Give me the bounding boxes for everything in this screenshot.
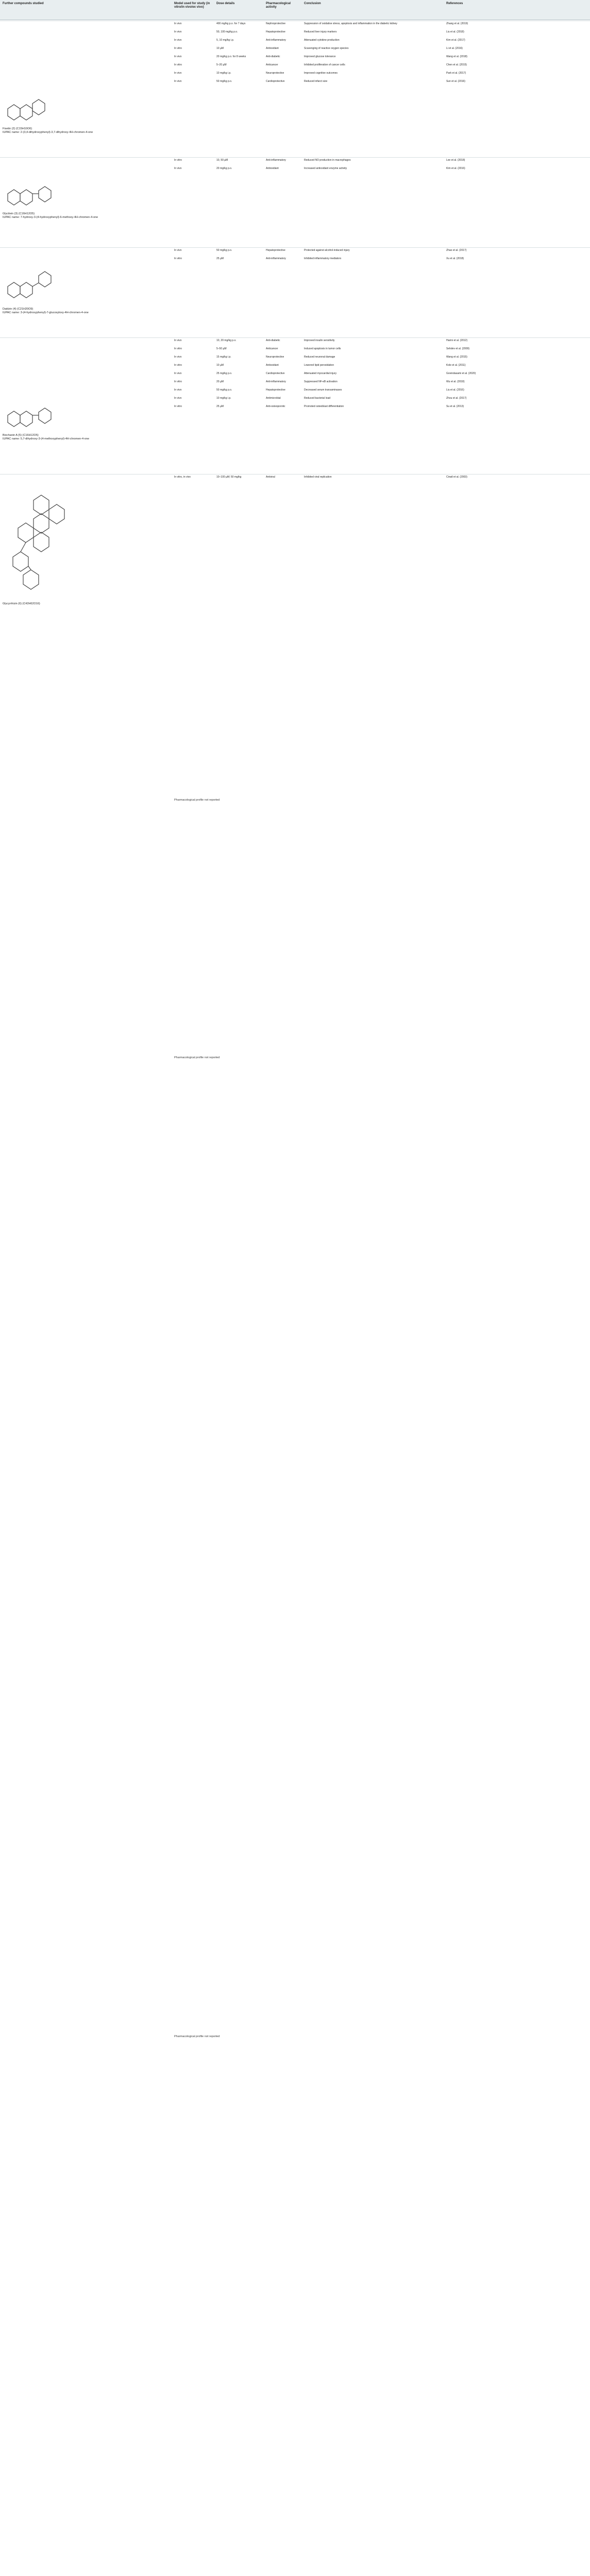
cell-reference: Sun et al. (2016)	[446, 80, 465, 83]
table-row	[0, 346, 590, 352]
cell-activity: Nephroprotective	[266, 22, 286, 25]
cell-conclusion: Inhibited inflammatory mediators	[304, 257, 342, 260]
section-note: Pharmacological profile not reported	[174, 1056, 220, 1059]
cell-conclusion: Reduced neuronal damage	[304, 355, 335, 359]
header-conclusion: Conclusion	[304, 2, 321, 5]
header-model: Model used for study (in vitro/in vivo/ex vivo)	[174, 2, 210, 9]
cell-reference: Kole et al. (2011)	[446, 364, 466, 367]
cell-conclusion: Decreased serum transaminases	[304, 388, 342, 392]
section-note: Pharmacological profile not reported	[174, 799, 220, 802]
cell-model: In vivo	[174, 22, 182, 25]
cell-conclusion: Improved cognitive outcomes	[304, 72, 338, 75]
cell-reference: Zhang et al. (2019)	[446, 22, 468, 25]
cell-model: In vivo	[174, 55, 182, 58]
cell-reference: Cinatl et al. (2003)	[446, 476, 467, 479]
molecule-structure-icon	[3, 93, 49, 124]
cell-conclusion: Lowered lipid peroxidation	[304, 364, 334, 367]
compound-name: Daidzin (4) (C21H20O9)	[3, 308, 33, 311]
cell-conclusion: Attenuated cytokine production	[304, 39, 340, 42]
cell-dose: 50 mg/kg p.o.	[216, 388, 232, 392]
cell-dose: 50, 100 mg/kg p.o.	[216, 30, 238, 33]
compound-iupac: IUPAC name: 7-hydroxy-3-(4-hydroxyphenyl)-6-methoxy-4H-chromen-4-one	[3, 216, 98, 219]
cell-reference: Xu et al. (2018)	[446, 257, 464, 260]
cell-activity: Antioxidant	[266, 364, 279, 367]
cell-dose: 10 mg/kg i.p.	[216, 397, 231, 400]
cell-activity: Antiviral	[266, 476, 275, 479]
cell-dose: 20 mg/kg p.o. for 8 weeks	[216, 55, 246, 58]
cell-model: In vitro	[174, 47, 182, 50]
cell-conclusion: Scavenging of reactive oxygen species	[304, 47, 349, 50]
cell-dose: 5–50 µM	[216, 347, 227, 350]
cell-conclusion: Attenuated myocardial injury	[304, 372, 337, 375]
cell-conclusion: Suppressed NF-κB activation	[304, 380, 338, 383]
header-dose: Dose details	[216, 2, 235, 5]
cell-model: In vivo	[174, 72, 182, 75]
cell-reference: Liu et al. (2018)	[446, 30, 464, 33]
cell-dose: 50 mg/kg p.o.	[216, 249, 232, 252]
cell-reference: Zhou et al. (2017)	[446, 397, 467, 400]
compound-entry	[0, 337, 590, 472]
table-row	[0, 158, 590, 164]
cell-reference: Harini et al. (2012)	[446, 339, 468, 342]
table-row	[0, 38, 590, 44]
cell-activity: Antioxidant	[266, 47, 279, 50]
cell-conclusion: Inhibited proliferation of cancer cells	[304, 63, 345, 66]
table-row	[0, 396, 590, 402]
table-row	[0, 338, 590, 344]
molecule-structure-icon	[3, 178, 59, 209]
table-row	[0, 62, 590, 69]
table-row	[0, 29, 590, 36]
compound-name: Fisetin (2) (C15H10O6)	[3, 127, 32, 130]
cell-activity: Anti-diabetic	[266, 339, 280, 342]
table-header	[0, 0, 590, 20]
cell-reference: Kim et al. (2016)	[446, 167, 465, 170]
cell-model: In vitro, in vivo	[174, 476, 191, 479]
cell-dose: 20 µM	[216, 380, 224, 383]
cell-reference: Kim et al. (2017)	[446, 39, 465, 42]
cell-dose: 25 µM	[216, 257, 224, 260]
header-compound: Further compounds studied	[3, 2, 44, 5]
compound-name: Glycyrrhizin (6) (C42H62O16)	[3, 602, 40, 605]
compound-iupac: IUPAC name: 2-(3,4-dihydroxyphenyl)-3,7-dihydroxy-4H-chromen-4-one	[3, 131, 93, 134]
cell-model: In vitro	[174, 159, 182, 162]
compound-name: Glycitein (3) (C16H12O5)	[3, 212, 35, 215]
cell-model: In vivo	[174, 372, 182, 375]
compound-entry	[0, 157, 590, 245]
table-row	[0, 404, 590, 410]
cell-model: In vitro	[174, 257, 182, 260]
cell-reference: Li et al. (2016)	[446, 47, 463, 50]
cell-model: In vivo	[174, 339, 182, 342]
cell-conclusion: Improved glucose tolerance	[304, 55, 336, 58]
cell-conclusion: Inhibited viral replication	[304, 476, 332, 479]
cell-model: In vivo	[174, 388, 182, 392]
cell-dose: 10 µM	[216, 47, 224, 50]
cell-conclusion: Improved insulin sensitivity	[304, 339, 335, 342]
cell-dose: 20 mg/kg p.o.	[216, 167, 232, 170]
table-row	[0, 379, 590, 385]
cell-conclusion: Reduced NO production in macrophages	[304, 159, 351, 162]
compound-entry	[0, 474, 590, 629]
table-row	[0, 46, 590, 52]
cell-model: In vivo	[174, 355, 182, 359]
cell-activity: Neuroprotective	[266, 72, 284, 75]
cell-dose: 5–20 µM	[216, 63, 227, 66]
cell-activity: Cardioprotective	[266, 80, 285, 83]
cell-activity: Antioxidant	[266, 167, 279, 170]
compound-entry	[0, 21, 590, 155]
cell-activity: Anti-diabetic	[266, 55, 280, 58]
section-note: Pharmacological profile not reported	[174, 2035, 220, 2038]
cell-activity: Hepatoprotective	[266, 30, 285, 33]
cell-conclusion: Reduced bacterial load	[304, 397, 331, 400]
table-row	[0, 354, 590, 361]
cell-conclusion: Reduced infarct size	[304, 80, 328, 83]
table-row	[0, 474, 590, 481]
cell-dose: 10–100 µM; 50 mg/kg	[216, 476, 242, 479]
table-row	[0, 21, 590, 27]
cell-activity: Anti-inflammatory	[266, 257, 286, 260]
cell-dose: 25 mg/kg p.o.	[216, 372, 232, 375]
table-row	[0, 248, 590, 254]
cell-reference: Zhao et al. (2017)	[446, 249, 467, 252]
cell-reference: Chen et al. (2015)	[446, 63, 467, 66]
molecule-structure-icon	[3, 268, 59, 304]
cell-model: In vitro	[174, 364, 182, 367]
cell-model: In vivo	[174, 39, 182, 42]
cell-conclusion: Promoted osteoblast differentiation	[304, 405, 344, 408]
cell-model: In vitro	[174, 405, 182, 408]
cell-dose: 10, 20 mg/kg p.o.	[216, 339, 237, 342]
cell-activity: Cardioprotective	[266, 372, 285, 375]
cell-model: In vivo	[174, 397, 182, 400]
cell-reference: Park et al. (2017)	[446, 72, 466, 75]
header-activity: Pharmacological activity	[266, 2, 291, 9]
cell-activity: Neuroprotective	[266, 355, 284, 359]
cell-reference: Lee et al. (2018)	[446, 159, 465, 162]
compound-name: Biochanin A (5) (C16H12O5)	[3, 434, 39, 437]
compound-iupac: IUPAC name: 5,7-dihydroxy-3-(4-methoxyphenyl)-4H-chromen-4-one	[3, 437, 90, 440]
cell-model: In vitro	[174, 63, 182, 66]
table-row	[0, 71, 590, 77]
cell-activity: Hepatoprotective	[266, 249, 285, 252]
table-row	[0, 79, 590, 85]
cell-dose: 50 mg/kg p.o.	[216, 80, 232, 83]
cell-dose: 10 µM	[216, 364, 224, 367]
cell-dose: 5, 10 mg/kg i.p.	[216, 39, 234, 42]
cell-dose: 400 mg/kg p.o. for 7 days	[216, 22, 246, 25]
cell-reference: Wang et al. (2015)	[446, 355, 467, 359]
cell-reference: Govindasami et al. (2020)	[446, 372, 476, 375]
compound-iupac: IUPAC name: 3-(4-hydroxyphenyl)-7-glucosyloxy-4H-chromen-4-one	[3, 311, 89, 314]
cell-reference: Wu et al. (2018)	[446, 380, 465, 383]
cell-activity: Anti-inflammatory	[266, 39, 286, 42]
cell-reference: Su et al. (2013)	[446, 405, 464, 408]
cell-activity: Hepatoprotective	[266, 388, 285, 392]
cell-conclusion: Reduced liver injury markers	[304, 30, 337, 33]
cell-conclusion: Protected against alcohol-induced injury	[304, 249, 350, 252]
cell-model: In vivo	[174, 167, 182, 170]
cell-model: In vitro	[174, 380, 182, 383]
cell-model: In vivo	[174, 80, 182, 83]
cell-dose: 25 µM	[216, 405, 224, 408]
cell-conclusion: Increased antioxidant enzyme activity	[304, 167, 347, 170]
cell-activity: Anticancer	[266, 63, 278, 66]
cell-reference: Wang et al. (2018)	[446, 55, 467, 58]
table-row	[0, 371, 590, 377]
cell-activity: Anti-inflammatory	[266, 159, 286, 162]
cell-activity: Antimicrobial	[266, 397, 281, 400]
cell-model: In vitro	[174, 347, 182, 350]
cell-dose: 10 mg/kg i.p.	[216, 72, 231, 75]
cell-dose: 10, 50 µM	[216, 159, 228, 162]
table-row	[0, 54, 590, 60]
table-row	[0, 256, 590, 262]
cell-reference: Liu et al. (2016)	[446, 388, 464, 392]
cell-activity: Anticancer	[266, 347, 278, 350]
cell-activity: Anti-osteoporotic	[266, 405, 285, 408]
cell-model: In vivo	[174, 249, 182, 252]
cell-reference: Sehdev et al. (2009)	[446, 347, 470, 350]
table-row	[0, 166, 590, 172]
cell-activity: Anti-inflammatory	[266, 380, 286, 383]
cell-conclusion: Suppression of oxidative stress, apoptosis and inflammation in the diabetic kidney	[304, 22, 397, 25]
header-reference: References	[446, 2, 463, 5]
cell-dose: 15 mg/kg i.p.	[216, 355, 231, 359]
compound-entry	[0, 247, 590, 335]
table-row	[0, 363, 590, 369]
cell-model: In vivo	[174, 30, 182, 33]
cell-conclusion: Induced apoptosis in tumor cells	[304, 347, 341, 350]
molecule-structure-icon	[3, 490, 85, 598]
table-row	[0, 387, 590, 394]
